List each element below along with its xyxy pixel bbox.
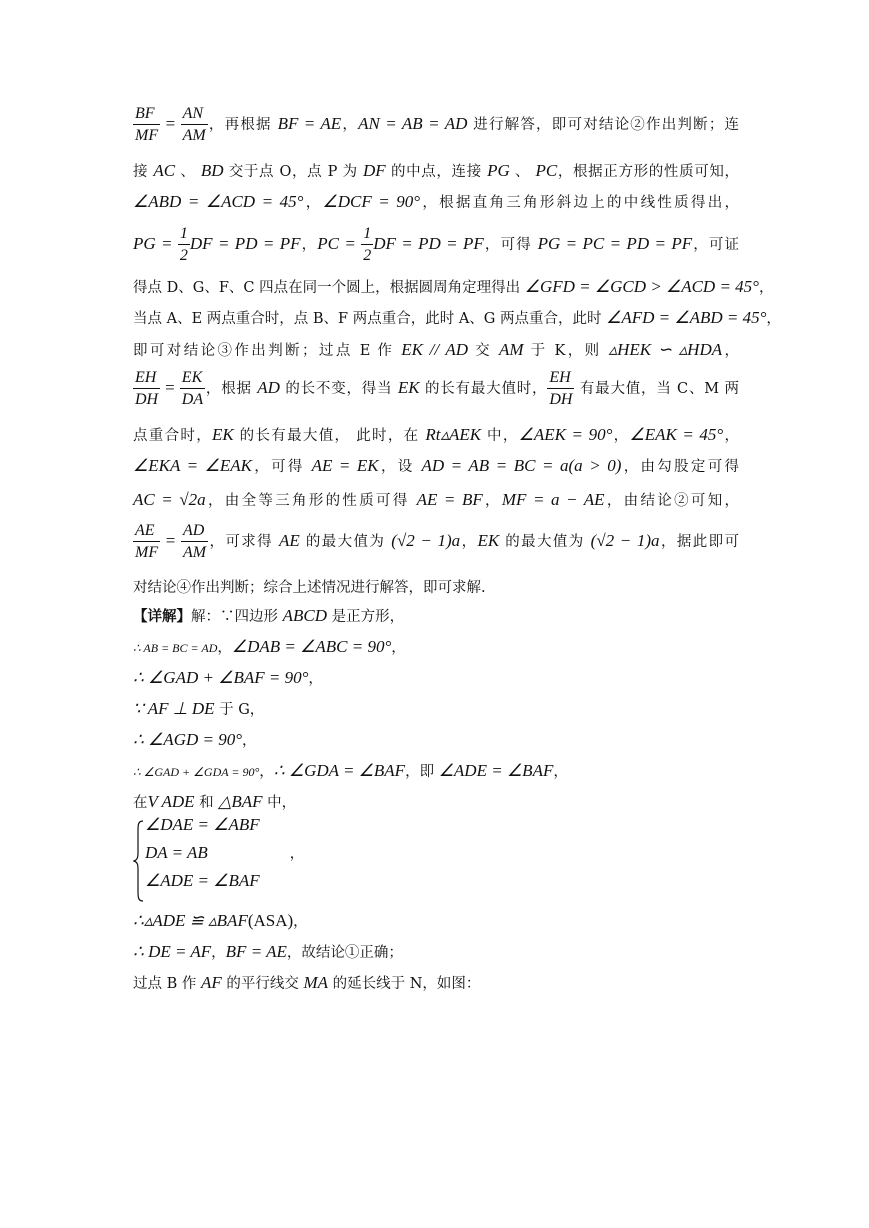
solution-line-10: ∠EKA = ∠EAK，可得 AE = EK，设 AD = AB = BC = a(a > 0)，由勾股定可得 xyxy=(133,456,739,475)
detail-heading: 【详解】 xyxy=(133,608,191,625)
solution-line-7: 即可对结论③作出判断；过点 E 作 EK // AD 交 AM 于 K，则 ▵HEK ∽ ▵HDA， xyxy=(133,340,740,359)
solution-line-4: PG = $\frac{1}{2}$ DF = PD = PF，PC = $\frac{1}{2}$ DF = PD = PF，可得 PG = PC = PD = PF，可证 xyxy=(133,225,740,264)
solution-line-3: ∠ABD = ∠ACD = 45°，∠DCF = 90°，根据直角三角形斜边上的中线性质得出， xyxy=(133,192,740,211)
fraction-ad-am: $\frac{AD}{AM}$ xyxy=(182,522,207,561)
proof-line-7: ∴▵ADE ≌ ▵BAF(ASA)， xyxy=(133,911,308,930)
condition-row-2: DA = AB ， xyxy=(145,843,304,862)
solution-line-8: $\frac{EH}{DH}$ = $\frac{EK}{DA}$ ，根据 AD 的长不变，得当 EK 的长有最大值时， $\frac{EH}{DH}$ 有最大值，当 C、M 两 xyxy=(135,369,740,408)
condition-row-1: ∠DAE = ∠ABF xyxy=(145,815,260,834)
solution-line-5: 得点 D、G、F、C 四点在同一个圆上，根据圆周角定理得出 ∠GFD = ∠GCD > ∠ACD = 45°， xyxy=(133,277,774,296)
proof-line-6: 在V ADE 和 △BAF 中， xyxy=(133,792,297,811)
proof-line-8: ∴ DE = AF，BF = AE，故结论①正确； xyxy=(133,942,403,961)
fraction-ek-da: $\frac{EK}{DA}$ xyxy=(181,369,204,408)
condition-row-3: ∠ADE = ∠BAF xyxy=(145,871,260,890)
proof-line-4: ∴ ∠AGD = 90°， xyxy=(133,730,257,749)
solution-line-2: 接 AC 、 BD 交于点 O，点 P 为 DF 的中点，连接 PG 、 PC，根据正方形的性质可知， xyxy=(133,161,740,180)
fraction-one-half: $\frac{1}{2}$ xyxy=(179,225,188,264)
proof-line-3: ∵ AF ⊥ DE 于 G， xyxy=(133,699,265,718)
solution-line-13: 对结论④作出判断；综合上述情况进行解答，即可求解. xyxy=(133,580,486,596)
proof-line-1: ∴ AB = BC = AD，∠DAB = ∠ABC = 90°， xyxy=(133,637,406,656)
fraction-one-half-2: $\frac{1}{2}$ xyxy=(363,225,372,264)
fraction-an-am: $\frac{AN}{AM}$ xyxy=(182,105,206,144)
solution-line-12: $\frac{AE}{MF}$ = $\frac{AD}{AM}$ ，可求得 AE 的最大值为 (√2 − 1)a，EK 的最大值为 (√2 − 1)a，据此即可 xyxy=(135,522,740,561)
congruence-conditions xyxy=(133,815,433,905)
solution-line-11: AC = √2a，由全等三角形的性质可得 AE = BF，MF = a − AE，由结论②可知， xyxy=(133,490,740,509)
fraction-ae-mf: $\frac{AE}{MF}$ xyxy=(135,522,159,561)
solution-line-6: 当点 A、E 两点重合时，点 B、F 两点重合，此时 A、G 两点重合，此时 ∠AFD = ∠ABD = 45°， xyxy=(133,308,781,327)
proof-line-2: ∴ ∠GAD + ∠BAF = 90°， xyxy=(133,668,323,687)
fraction-eh-dh-2: $\frac{EH}{DH}$ xyxy=(549,369,573,408)
proof-line-9: 过点 B 作 AF 的平行线交 MA 的延长线于 N，如图： xyxy=(133,973,481,992)
solution-line-1: $\frac{BF}{MF}$ = $\frac{AN}{AM}$ ，再根据 BF = AE，AN = AB = AD 进行解答，即可对结论②作出判断；连 xyxy=(135,105,740,144)
fraction-bf-mf: $\frac{BF}{MF}$ xyxy=(135,105,159,144)
detail-heading-line: 【详解】解：∵四边形 ABCD 是正方形， xyxy=(133,606,405,625)
proof-line-5: ∴ ∠GAD + ∠GDA = 90°，∴ ∠GDA = ∠BAF，即 ∠ADE = ∠BAF， xyxy=(133,761,568,780)
left-brace-icon xyxy=(133,819,145,903)
solution-line-9: 点重合时，EK 的长有最大值， 此时，在 Rt▵AEK 中，∠AEK = 90°，∠EAK = 45°， xyxy=(133,425,740,444)
fraction-eh-dh: $\frac{EH}{DH}$ xyxy=(135,369,159,408)
